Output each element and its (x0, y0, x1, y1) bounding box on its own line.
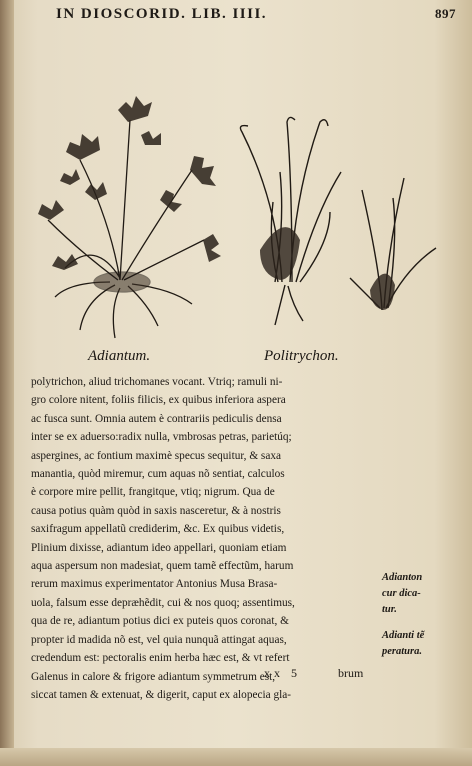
signature-mark: xx 5 (264, 666, 301, 680)
text-line: aspergines, ac fontium maximè specus sequitur, & saxa (31, 449, 282, 462)
caption-politrychon: Politrychon. (264, 348, 339, 364)
woodcut-illustrations (20, 50, 450, 350)
text-line: inter se ex aduerso:radix nulla, vmbrosas petras, parietúq; (31, 431, 292, 444)
margin-note-line: Adianton (382, 572, 423, 583)
text-line: rerum maximus experimentator Antonius Musa Brasa- (31, 578, 278, 591)
text-line: ac fusca sunt. Omnia autem è contrariis pediculis densa (31, 412, 282, 425)
text-line: qua de re, adiantum potius dici ex puteis quos coronat, & (31, 615, 289, 628)
adiantum-woodcut (38, 96, 221, 338)
margin-note-adianton (382, 570, 422, 618)
running-title: IN DIOSCORID. LIB. IIII. (56, 6, 268, 22)
page-number: 897 (435, 6, 456, 21)
catchword: brum (338, 666, 364, 680)
text-line: manantia, quòd miremur, cum aquas nõ sentiat, calculos (31, 468, 285, 481)
caption-adiantum: Adiantum. (88, 348, 151, 364)
text-line: causa potius quàm quòd in saxis nasceretur, & à nostris (31, 504, 281, 517)
text-line: credendum est: pectoralis enim herba hæc est, & vt refert (31, 652, 290, 665)
page-bottom-edge (0, 748, 472, 766)
text-line: gro colore nitent, foliis filicis, ex quibus inferiora aspera (31, 394, 286, 407)
text-line: propter id madida nõ est, vel quia nunquã attingat aquas, (31, 633, 287, 646)
text-line: polytrichon, aliud trichomanes vocant. Vtriq; ramuli ni- (31, 376, 283, 388)
margin-note-line: Adianti tẽ (382, 630, 425, 641)
text-line: siccat tamen & extenuat, & digerit, caput ex alopecia gla- (31, 688, 292, 701)
page-gutter (0, 0, 14, 766)
text-line: aqua aspersum non madesiat, quem tamẽ effectũm, harum (31, 560, 294, 573)
margin-note-temperatura (382, 628, 424, 660)
margin-note-line: cur dica- (382, 588, 421, 599)
body-text (31, 373, 373, 704)
text-line: saxifragum appellatũ crediderim, &c. Ex quibus videtis, (31, 523, 285, 536)
text-line: Galenus in calore & frigore adiantum symmetrum est, (31, 670, 276, 683)
text-line: uola, falsum esse depræhẽdit, cui & nos quoq; assentimus, (31, 596, 295, 609)
text-line: è corpore mire pellit, frangitque, vtiq; nigrum. Qua de (31, 486, 275, 499)
polytrichon-woodcut (240, 117, 436, 325)
margin-note-line: tur. (382, 604, 397, 615)
text-line: Plinium dixisse, adiantum ideo appellari, quoniam etiam (31, 541, 287, 554)
margin-note-line: peratura. (382, 646, 422, 657)
page-header (56, 6, 456, 28)
